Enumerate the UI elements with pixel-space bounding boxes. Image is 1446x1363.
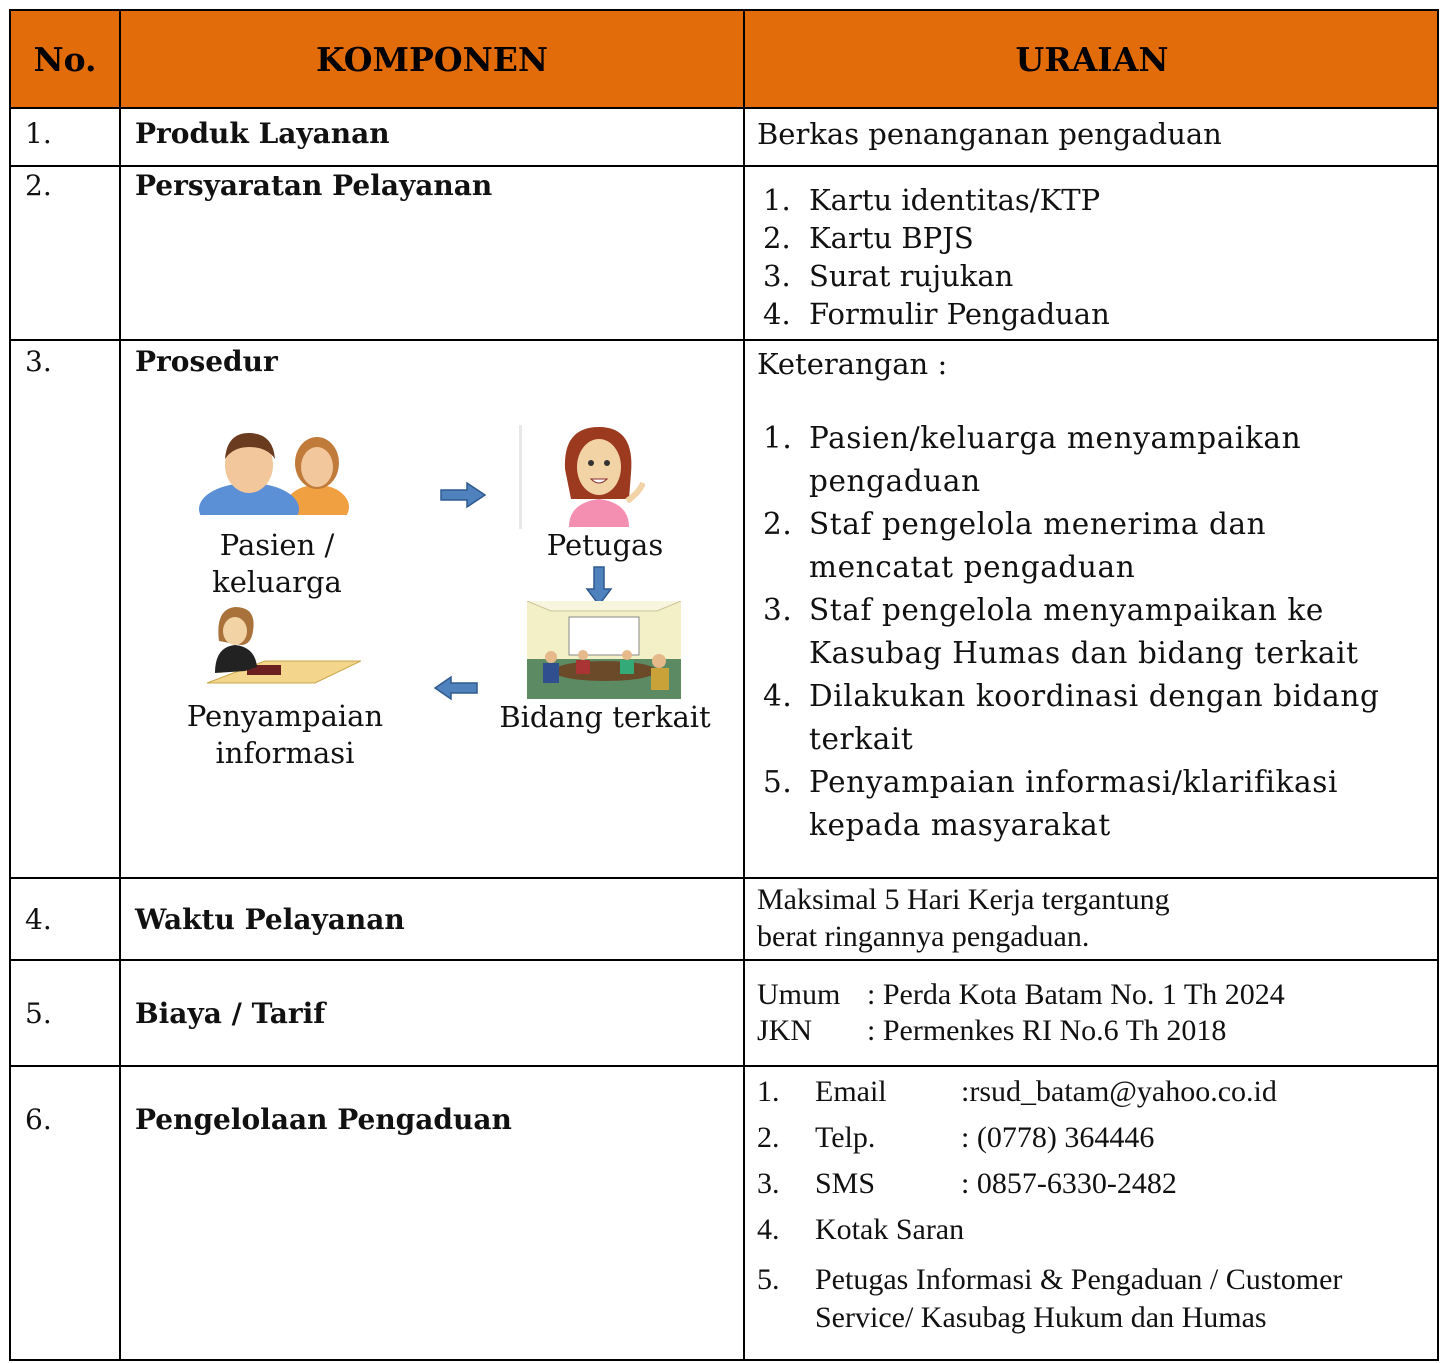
procedure-cell [121, 341, 743, 877]
list-item: 4. Kotak Saran [757, 1213, 965, 1246]
people-icon [197, 425, 357, 515]
row-number: 3. [25, 345, 52, 378]
component-label: Prosedur [135, 345, 278, 378]
flow-step-department: Bidang terkait [499, 700, 711, 734]
row-number: 1. [25, 117, 52, 150]
flow-step-delivery: Penyampaian informasi [186, 699, 384, 770]
component-label: Pengelolaan Pengaduan [135, 1103, 512, 1136]
list-item: 1. Kartu identitas/KTP [763, 183, 1101, 217]
list-item: 2. Staf pengelola menerima dan mencatat pengaduan [763, 507, 1267, 584]
row-number: 2. [25, 169, 52, 202]
desk-woman-icon [205, 601, 361, 697]
tariff-description: Umum : Perda Kota Batam No. 1 Th 2024 JKN : Permenkes RI No.6 Th 2018 [757, 978, 1285, 1047]
requirements-list [745, 167, 1439, 339]
header-uraian: URAIAN [1015, 39, 1169, 79]
table-row [11, 879, 1437, 961]
row-number: 6. [25, 1103, 52, 1136]
description: Berkas penanganan pengaduan [757, 117, 1222, 151]
table-row [11, 341, 1437, 879]
row-number: 4. [25, 902, 52, 936]
list-item: 3. Surat rujukan [763, 259, 1014, 293]
component-label: Persyaratan Pelayanan [135, 169, 493, 202]
list-item: 3. SMS : 0857-6330-2482 [757, 1167, 1177, 1200]
list-item: 4. Dilakukan koordinasi dengan bidang terkait [763, 679, 1380, 756]
component-label: Biaya / Tarif [135, 996, 326, 1030]
table-row [11, 961, 1437, 1067]
flow-step-staff: Petugas [546, 528, 664, 562]
staff-woman-icon [555, 423, 645, 527]
arrow-left-icon [433, 675, 479, 701]
list-item: 5. Petugas Informasi & Pengaduan / Customer Service/ Kasubag Hukum dan Humas [757, 1263, 1343, 1334]
table-row [11, 1067, 1437, 1363]
header-no: No. [33, 39, 97, 79]
keterangan-label: Keterangan : [757, 347, 948, 381]
divider [519, 425, 522, 529]
list-item: 5. Penyampaian informasi/klarifikasi kepada masyarakat [763, 765, 1338, 842]
service-standard-table [9, 9, 1439, 1361]
procedure-description [745, 341, 1439, 877]
component-label: Produk Layanan [135, 117, 390, 150]
complaint-channels [745, 1067, 1439, 1363]
list-item: 1. Email :rsud_batam@yahoo.co.id [757, 1075, 1277, 1108]
list-item: 4. Formulir Pengaduan [763, 297, 1110, 331]
list-item: 3. Staf pengelola menyampaikan ke Kasubag Humas dan bidang terkait [763, 593, 1359, 670]
column-divider [743, 11, 745, 1359]
column-divider [119, 11, 121, 1359]
meeting-room-icon [527, 601, 681, 699]
description: Maksimal 5 Hari Kerja tergantung berat ringannya pengaduan. [757, 883, 1170, 953]
table-row [11, 109, 1437, 167]
table-row [11, 167, 1437, 341]
header-komponen: KOMPONEN [315, 39, 549, 79]
list-item: 2. Telp. : (0778) 364446 [757, 1121, 1155, 1154]
component-label: Waktu Pelayanan [135, 902, 405, 936]
row-number: 5. [25, 996, 52, 1030]
flow-step-patient: Pasien / keluarga [212, 528, 342, 599]
list-item: 1. Pasien/keluarga menyampaikan pengaduan [763, 421, 1302, 498]
arrow-right-icon [439, 481, 487, 509]
list-item: 2. Kartu BPJS [763, 221, 974, 255]
table-header [11, 11, 1437, 109]
